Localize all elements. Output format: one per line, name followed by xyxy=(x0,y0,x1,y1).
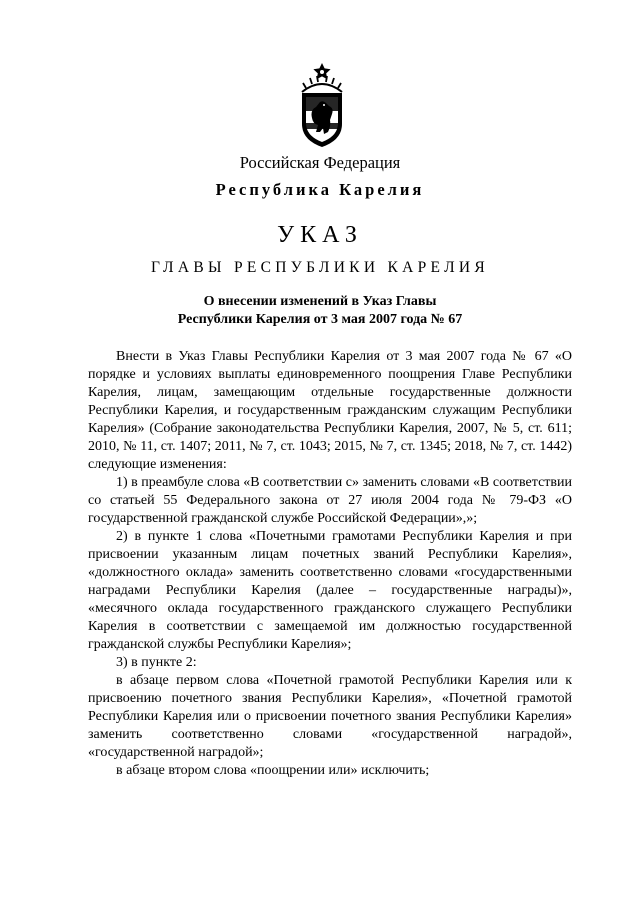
paragraph-item-3: 3) в пункте 2: xyxy=(116,655,197,670)
paragraph-intro: Внести в Указ Главы Республики Карелия от 3 мая 2007 года № 67 «О порядке и условиях выплаты единовременного поощрения Главе Республики Карелия, лицам, замещающим отдельные государственные должности Республики Карелия, и государственным гражданским служащим Республики Карелия» (Собрание законодательства Республики Карелия, 2007, № 5, ст. 611; 2010, № 11, ст. 1407; 2011, № 7, ст. 1043; 2015, № 7, ст. 1345; 2018, № 7, ст. 1442) следующие изменения: xyxy=(88,349,572,472)
paragraph-item-3-abzac-1: в абзаце первом слова «Почетной грамотой Республики Карелия или к присвоению почетного звания Республики Карелия», «Почетной грамотой Республики Карелия или о присвоении почетного звания Республики Карелия» заменить соответственно словами «государственной наградой», «государственной наградой»; xyxy=(88,673,572,760)
karelia-coat-of-arms-icon xyxy=(296,62,348,148)
republic-name: Республика Карелия xyxy=(215,180,425,199)
document-body xyxy=(88,348,572,780)
document-title xyxy=(0,293,640,329)
country-name: Российская Федерация xyxy=(239,153,401,172)
paragraph-item-3-abzac-2: в абзаце втором слова «поощрении или» исключить; xyxy=(116,763,430,778)
title-line-2: Республики Карелия от 3 мая 2007 года № 67 xyxy=(177,312,463,327)
paragraph-item-2: 2) в пункте 1 слова «Почетными грамотами Республики Карелия и при присвоении указанным лицам почетных званий Республики Карелия», «должностного оклада» заменить соответственно словами «государственными наградами Республики Карелия (далее – государственные награды)», «месячного оклада государственного гражданского служащего Республики Карелия в соответствии с замещаемой им должностью государственной гражданской службы Республики Карелия»; xyxy=(88,529,572,652)
document-issuer: ГЛАВЫ РЕСПУБЛИКИ КАРЕЛИЯ xyxy=(150,259,490,276)
document-type: УКАЗ xyxy=(277,222,363,248)
title-line-1: О внесении изменений в Указ Главы xyxy=(203,294,437,309)
paragraph-item-1: 1) в преамбуле слова «В соответствии с» заменить словами «В соответствии со статьей 55 Федерального закона от 27 июля 2004 года № 79-ФЗ «О государственной гражданской службе Российской Федерации»,»; xyxy=(88,475,572,526)
